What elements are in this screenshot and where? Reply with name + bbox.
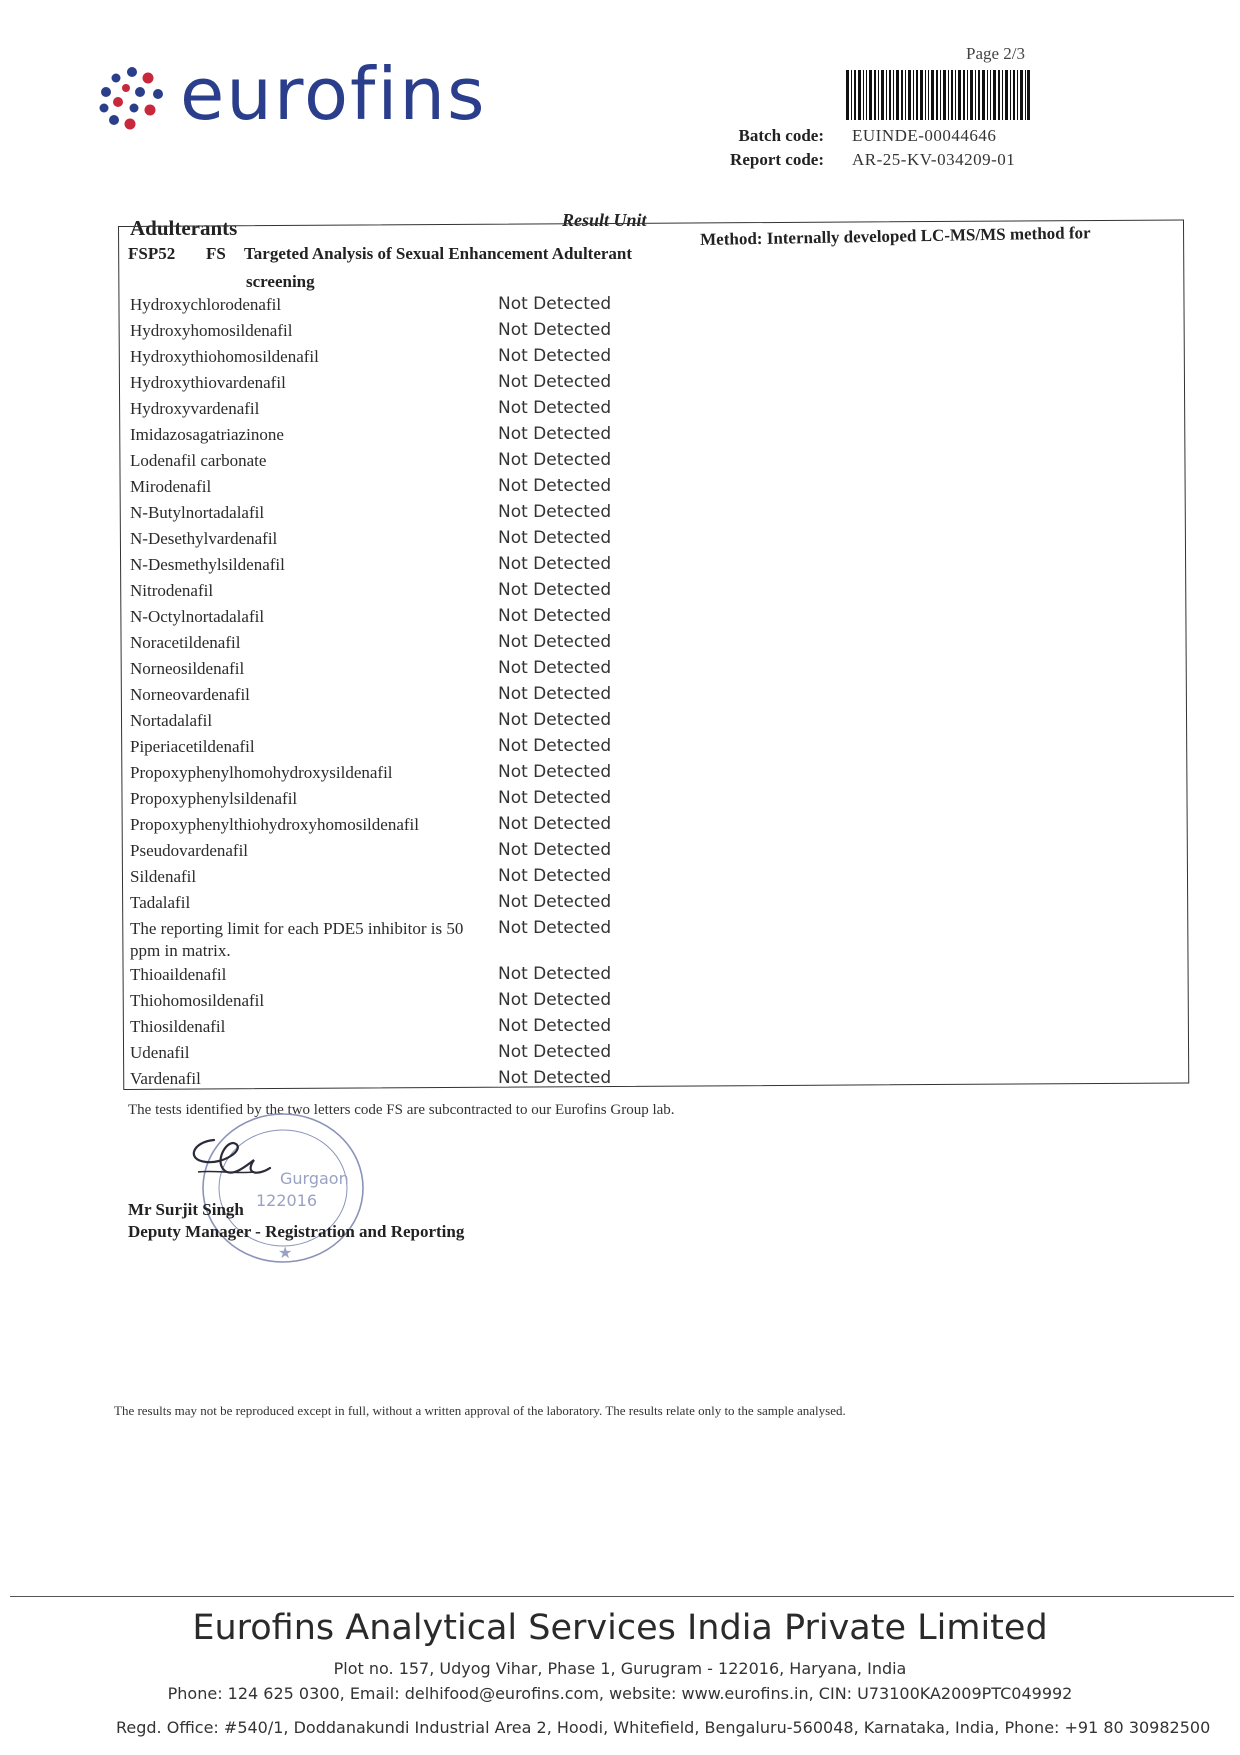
- section-title: Adulterants: [130, 216, 238, 240]
- analyte-name: N-Butylnortadalafil: [130, 503, 265, 522]
- analyte-name: Norneosildenafil: [130, 659, 245, 678]
- signer-name: Mr Surjit Singh: [128, 1200, 244, 1219]
- table-row: [128, 1042, 648, 1068]
- analyte-result: Not Detected: [498, 606, 612, 626]
- analyte-name: Pseudovardenafil: [130, 841, 249, 860]
- table-row: [128, 658, 648, 684]
- table-row: [128, 736, 648, 762]
- analyte-result: Not Detected: [498, 762, 612, 782]
- table-row: [128, 580, 648, 606]
- results-list: [128, 294, 648, 1094]
- analyte-result: Not Detected: [498, 866, 612, 886]
- analyte-name: Piperiacetildenafil: [130, 737, 255, 756]
- batch-code-value: EUINDE-00044646: [852, 126, 997, 145]
- analyte-name: N-Octylnortadalafil: [130, 607, 265, 626]
- analyte-name: Mirodenafil: [130, 477, 212, 496]
- table-row: [128, 346, 648, 372]
- analyte-name: Imidazosagatriazinone: [130, 425, 284, 444]
- analyte-result: Not Detected: [498, 892, 612, 912]
- table-row: [128, 632, 648, 658]
- analyte-name: Udenafil: [130, 1043, 190, 1062]
- analyte-name: N-Desmethylsildenafil: [130, 555, 285, 574]
- analyte-result: Not Detected: [498, 814, 612, 834]
- table-row: [128, 918, 648, 964]
- analyte-result: Not Detected: [498, 1042, 612, 1062]
- analyte-name: Thioaildenafil: [130, 965, 227, 984]
- analyte-name: Propoxyphenylhomohydroxysildenafil: [130, 763, 393, 782]
- analyte-result: Not Detected: [498, 658, 612, 678]
- analyte-name: Hydroxyhomosildenafil: [130, 321, 293, 340]
- analyte-result: Not Detected: [498, 1016, 612, 1036]
- analyte-name: Thiohomosildenafil: [130, 991, 265, 1010]
- analyte-result: Not Detected: [498, 502, 612, 522]
- eurofins-logo-icon: [96, 64, 168, 136]
- analyte-name: Hydroxyvardenafil: [130, 399, 260, 418]
- analyte-name: N-Desethylvardenafil: [130, 529, 278, 548]
- analyte-name: Thiosildenafil: [130, 1017, 226, 1036]
- analyte-result: Not Detected: [498, 964, 612, 984]
- table-row: [128, 788, 648, 814]
- analyte-result: Not Detected: [498, 476, 612, 496]
- table-row: [128, 1068, 648, 1094]
- footer-divider: [10, 1596, 1234, 1597]
- analyte-result: Not Detected: [498, 528, 612, 548]
- table-row: [128, 964, 648, 990]
- analyte-result: Not Detected: [498, 788, 612, 808]
- analyte-name: Lodenafil carbonate: [130, 451, 267, 470]
- signature-icon: [184, 1130, 274, 1196]
- analyte-name: Norneovardenafil: [130, 685, 250, 704]
- result-unit-heading: Result Unit: [562, 210, 647, 230]
- analyte-name: Hydroxythiovardenafil: [130, 373, 286, 392]
- table-row: [128, 710, 648, 736]
- test-code: FSP52: [128, 244, 176, 263]
- analyte-name: Vardenafil: [130, 1069, 201, 1088]
- analyte-name: The reporting limit for each PDE5 inhibitor is 50 ppm in matrix.: [130, 919, 464, 960]
- analyte-result: Not Detected: [498, 450, 612, 470]
- analyte-name: Propoxyphenylsildenafil: [130, 789, 298, 808]
- test-header: [128, 244, 632, 264]
- analyte-result: Not Detected: [498, 424, 612, 444]
- test-name: Targeted Analysis of Sexual Enhancement Adulterant: [244, 244, 633, 263]
- analyte-result: Not Detected: [498, 554, 612, 574]
- stamp-pin: 122016: [256, 1191, 318, 1210]
- table-row: [128, 840, 648, 866]
- analyte-name: Hydroxychlorodenafil: [130, 295, 282, 314]
- table-row: [128, 372, 648, 398]
- analyte-name: Hydroxythiohomosildenafil: [130, 347, 319, 366]
- analyte-name: Nitrodenafil: [130, 581, 214, 600]
- table-row: [128, 814, 648, 840]
- analyte-result: Not Detected: [498, 372, 612, 392]
- table-row: [128, 554, 648, 580]
- table-row: [128, 450, 648, 476]
- report-code-label: Report code:: [730, 150, 824, 169]
- analyte-result: Not Detected: [498, 710, 612, 730]
- analyte-result: Not Detected: [498, 840, 612, 860]
- table-row: [128, 606, 648, 632]
- subcontract-note: The tests identified by the two letters code FS are subcontracted to our Eurofins Group lab.: [128, 1102, 675, 1118]
- company-address: Plot no. 157, Udyog Vihar, Phase 1, Gurugram - 122016, Haryana, India: [333, 1659, 907, 1678]
- batch-code-label: Batch code:: [738, 126, 824, 145]
- table-row: [128, 294, 648, 320]
- table-row: [128, 476, 648, 502]
- analyte-name: Sildenafil: [130, 867, 197, 886]
- stamp-city: Gurgaon: [280, 1169, 349, 1188]
- analyte-name: Tadalafil: [130, 893, 191, 912]
- analyte-result: Not Detected: [498, 632, 612, 652]
- table-row: [128, 528, 648, 554]
- analyte-name: Propoxyphenylthiohydroxyhomosildenafil: [130, 815, 419, 834]
- analyte-result: Not Detected: [498, 990, 612, 1010]
- table-row: [128, 502, 648, 528]
- report-code-value: AR-25-KV-034209-01: [852, 150, 1016, 169]
- report-codes: [712, 126, 1015, 174]
- analyte-result: Not Detected: [498, 1068, 612, 1088]
- page-number: Page 2/3: [966, 44, 1026, 63]
- svg-text:★: ★: [278, 1243, 293, 1262]
- analyte-name: Noracetildenafil: [130, 633, 241, 652]
- table-row: [128, 990, 648, 1016]
- analyte-result: Not Detected: [498, 918, 612, 938]
- table-row: [128, 424, 648, 450]
- table-row: [128, 762, 648, 788]
- company-contact: Phone: 124 625 0300, Email: delhifood@eurofins.com, website: www.eurofins.in, CIN: U73100KA2009PTC049992: [167, 1684, 1073, 1703]
- test-flag: FS: [206, 244, 226, 263]
- test-name-continued: screening: [246, 272, 315, 291]
- analyte-result: Not Detected: [498, 684, 612, 704]
- table-row: [128, 684, 648, 710]
- table-row: [128, 866, 648, 892]
- analyte-result: Not Detected: [498, 294, 612, 314]
- table-row: [128, 398, 648, 424]
- analyte-result: Not Detected: [498, 398, 612, 418]
- analyte-result: Not Detected: [498, 580, 612, 600]
- table-row: [128, 1016, 648, 1042]
- disclaimer: The results may not be reproduced except in full, without a written approval of the laboratory. The results relate only to the sample analysed.: [114, 1403, 846, 1418]
- test-method: Method: Internally developed LC-MS/MS method for: [700, 223, 1091, 249]
- analyte-result: Not Detected: [498, 736, 612, 756]
- brand-name: eurofins: [180, 52, 487, 136]
- company-name: Eurofins Analytical Services India Private Limited: [192, 1608, 1048, 1648]
- table-row: [128, 892, 648, 918]
- registered-office: Regd. Office: #540/1, Doddanakundi Industrial Area 2, Hoodi, Whitefield, Bengaluru-560048, Karnataka, India, Phone: +91 80 30982500: [116, 1718, 1211, 1737]
- table-row: [128, 320, 648, 346]
- analyte-result: Not Detected: [498, 346, 612, 366]
- signer-role: Deputy Manager - Registration and Reporting: [128, 1222, 465, 1241]
- analyte-name: Nortadalafil: [130, 711, 213, 730]
- barcode-icon: [846, 70, 1030, 120]
- analyte-result: Not Detected: [498, 320, 612, 340]
